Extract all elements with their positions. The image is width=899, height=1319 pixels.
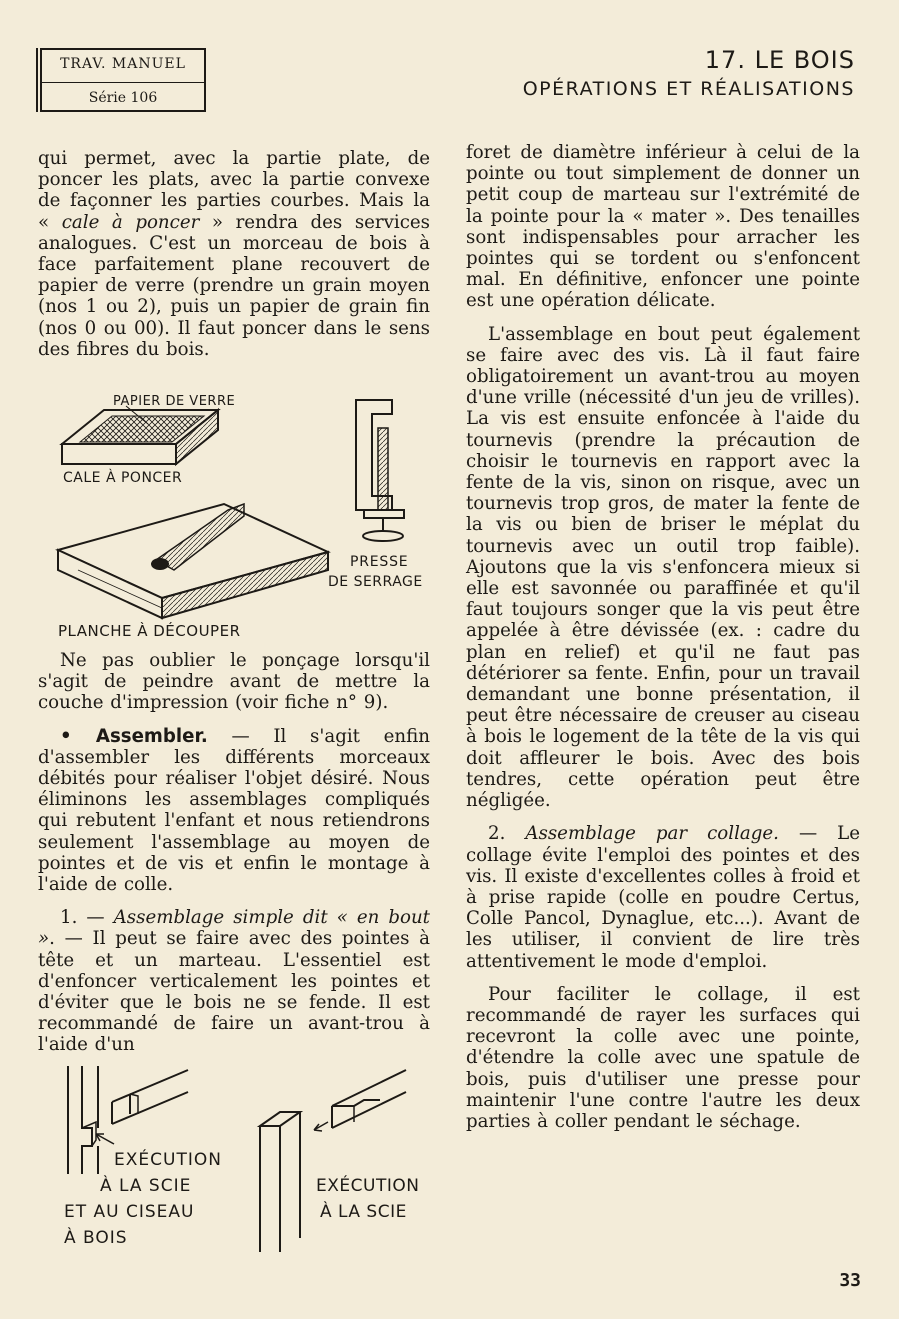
- page-title: 17. LE BOIS: [704, 46, 855, 74]
- right-paragraph-3: [466, 823, 860, 971]
- right-paragraph-1: foret de diamètre inférieur à celui de la pointe ou tout simplement de donner un petit coup de marteau sur l'extrémité de la pointe pour la « mater ». Des tenailles sont indispensables pour arracher les pointes qui se tordent ou s'enfoncent mal. En définitive, enfoncer une pointe est une opération délicate.: [466, 142, 860, 312]
- italic-run: cale à poncer: [61, 211, 200, 233]
- text-run: qui permet, avec la partie plate, de poncer les plats, avec la partie convexe de façonner les parties courbes. Mais la «: [38, 148, 430, 233]
- label-sanding-block: CALE À PONCER: [63, 470, 183, 486]
- joints-illustration: [38, 1062, 438, 1254]
- joints-figure: [38, 1062, 438, 1254]
- series-number: Série 106: [88, 90, 158, 106]
- c-clamp: [356, 400, 404, 541]
- text-run: 1. —: [60, 907, 114, 929]
- text-run: — Le collage évite l'emploi des pointes et des vis. Il existe d'excellentes colles à froid et à prise rapide (colle en poudre Certus, Colle Pancol, Dynaglue, etc...). Avant de les utiliser, il convient de lire très attentivement le mode d'emploi.: [466, 823, 860, 972]
- italic-run: Assemblage par collage.: [525, 823, 779, 845]
- left-paragraph-2: Ne pas oublier le ponçage lorsqu'il s'agit de peindre avant de mettre la couche d'impression (voir fiche n° 9).: [38, 650, 430, 714]
- label-press-1: PRESSE: [350, 554, 409, 570]
- series-divider: [42, 82, 204, 83]
- section-heading-assemble: • Assembler.: [60, 725, 208, 747]
- series-label: TRAV. MANUEL: [60, 56, 186, 72]
- left-paragraph-1: [38, 148, 430, 360]
- italic-run: Assemblage simple dit « en bout »: [38, 907, 430, 950]
- text-run: . — Il peut se faire avec des pointes à tête et un marteau. L'essentiel est d'enfoncer verticalement les pointes et d'éviter que le bois ne se fende. Il est recommandé de faire un avant-trou à l'aide d'un: [38, 928, 430, 1056]
- sanding-block: [62, 406, 218, 464]
- page-number: 33: [839, 1270, 861, 1291]
- left-column-top: [38, 148, 430, 360]
- left-paragraph-4: [38, 907, 430, 1055]
- text-run: — Il s'agit enfin d'assembler les différents morceaux débités pour réaliser l'objet désiré. Nous éliminons les assemblages compliqués qui rebutent l'enfant et nous retiendrons seulement l'assemblage au moyen de pointes et de vis et enfin le montage à l'aide de colle.: [38, 725, 430, 896]
- label-joint-a-1: EXÉCUTION: [114, 1150, 222, 1170]
- page-subtitle: OPÉRATIONS ET RÉALISATIONS: [522, 78, 855, 100]
- right-column: [466, 142, 860, 1132]
- label-joint-b-1: EXÉCUTION: [316, 1176, 420, 1196]
- tools-figure: [38, 392, 438, 644]
- label-joint-a-3: ET AU CISEAU: [64, 1202, 195, 1222]
- cutting-board: [58, 504, 328, 618]
- left-column-bottom: [38, 650, 430, 1056]
- label-joint-a-4: À BOIS: [64, 1228, 128, 1248]
- series-box-bar: [36, 48, 38, 112]
- tools-illustration: [38, 392, 438, 644]
- right-paragraph-4: Pour faciliter le collage, il est recommandé de rayer les surfaces qui recevront la colle avec une pointe, d'étendre la colle avec une spatule de bois, puis d'utiliser une presse pour maintenir l'une contre l'autre les deux parties à coller pendant le séchage.: [466, 983, 860, 1132]
- label-joint-a-2: À LA SCIE: [100, 1176, 192, 1196]
- right-paragraph-2: L'assemblage en bout peut également se faire avec des vis. Là il faut faire obligatoirement un avant-trou au moyen d'une vrille (nécessité d'un jeu de vrilles). La vis est ensuite enfoncée à l'aide du tournevis (prendre la précaution de choisir le tournevis en rapport avec la fente de la vis, sinon on risque, avec un tournevis trop gros, de mater la fente de la vis ou bien de briser le méplat du tournevis avec un outil trop faible). Ajoutons que la vis s'enfoncera mieux si elle est savonnée ou paraffinée et qu'il faut toujours songer que la vis peut être appelée à être dévissée (ex. : cadre du plan en relief) et qu'il ne faut pas détériorer sa fente. Enfin, pour un travail demandant une bonne présentation, il peut être nécessaire de creuser au ciseau à bois le logement de la tête de la vis qui doit affleurer le bois. Avec des bois tendres, cette opération peut être négligée.: [466, 323, 860, 812]
- series-box: [40, 48, 206, 112]
- label-cutting-board: PLANCHE À DÉCOUPER: [58, 622, 241, 640]
- label-press-2: DE SERRAGE: [328, 574, 423, 590]
- label-sandpaper: PAPIER DE VERRE: [113, 394, 236, 409]
- title-block: [523, 46, 855, 100]
- text-run: » rendra des services analogues. C'est un morceau de bois à face parfaitement plane recouvert de papier de verre (prendre un grain moyen (nos 1 ou 2), puis un papier de grain fin (nos 0 ou 00). Il faut poncer dans le sens des fibres du bois.: [38, 211, 431, 360]
- joint-saw: [260, 1070, 406, 1252]
- left-paragraph-3: [38, 726, 430, 896]
- text-run: 2.: [488, 823, 526, 845]
- label-joint-b-2: À LA SCIE: [320, 1202, 407, 1222]
